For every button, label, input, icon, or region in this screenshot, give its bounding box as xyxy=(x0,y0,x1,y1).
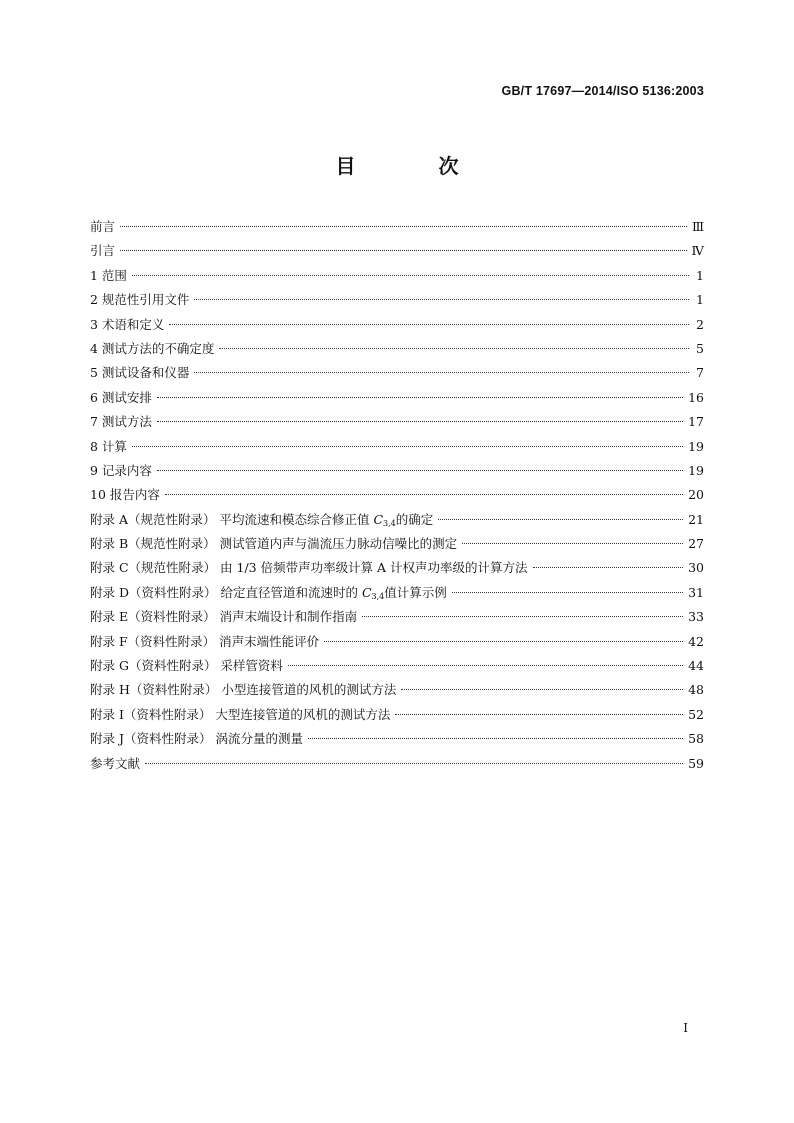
toc-entry-page: 59 xyxy=(688,755,704,771)
toc-entry-label: 附录 I（资料性附录） 大型连接管道的风机的测试方法 xyxy=(90,706,391,722)
toc-entry-page: 1 xyxy=(696,267,704,283)
toc-entry-page: 19 xyxy=(688,462,704,478)
standard-code: GB/T 17697—2014/ISO 5136:2003 xyxy=(501,84,704,98)
toc-entry-page: 33 xyxy=(688,609,704,625)
toc-entry-page: 42 xyxy=(688,633,704,649)
toc-dot-leader xyxy=(145,763,683,764)
toc-entry-page: 44 xyxy=(688,658,704,674)
toc-entry-page: 5 xyxy=(696,340,704,356)
toc-entry[interactable] xyxy=(90,239,704,263)
toc-entry-label-var: C xyxy=(373,511,384,527)
toc-entry[interactable] xyxy=(90,459,704,483)
toc-entry-page: 7 xyxy=(696,365,704,381)
toc-entry[interactable] xyxy=(90,410,704,434)
toc-entry[interactable] xyxy=(90,654,704,678)
toc-entry-label: 参考文献 xyxy=(90,755,141,771)
toc-entry-label: 2 规范性引用文件 xyxy=(90,292,190,308)
toc-entry[interactable] xyxy=(90,435,704,459)
toc-entry-label-sub: 3,4 xyxy=(383,518,396,528)
toc-entry-page: 52 xyxy=(688,706,704,722)
toc-entry-label-pre: 附录 A（规范性附录） 平均流速和模态综合修正值 xyxy=(90,511,374,527)
toc-dot-leader xyxy=(219,348,689,349)
toc-entry[interactable] xyxy=(90,313,704,337)
toc-entry-page: 48 xyxy=(688,682,704,698)
toc-entry-label-post: 值计算示例 xyxy=(384,584,447,600)
toc-entry[interactable] xyxy=(90,752,704,776)
toc-dot-leader xyxy=(395,714,683,715)
toc-entry-page: Ⅳ xyxy=(691,243,704,259)
toc-entry-page: 2 xyxy=(696,316,704,332)
toc-entry-label: 引言 xyxy=(90,243,116,259)
toc-entry-label-sub: 3,4 xyxy=(371,591,385,601)
toc-dot-leader xyxy=(157,397,683,398)
toc-entry-label: 附录 C（规范性附录） 由 1/3 倍频带声功率级计算 A 计权声功率级的计算方法 xyxy=(90,560,528,576)
toc-dot-leader xyxy=(362,616,683,617)
toc-entry[interactable] xyxy=(90,630,704,654)
toc-entry-page: 1 xyxy=(696,292,704,308)
page-title: 目 次 xyxy=(335,154,497,178)
toc-dot-leader xyxy=(533,567,684,568)
toc-entry-label-post: 的确定 xyxy=(395,511,434,527)
toc-entry-label: 前言 xyxy=(90,219,116,234)
toc-entry[interactable] xyxy=(90,337,704,361)
toc-entry-page: Ⅲ xyxy=(691,219,704,234)
toc-entry-page: 30 xyxy=(688,560,704,576)
toc-entry[interactable] xyxy=(90,678,704,702)
toc-dot-leader xyxy=(165,494,683,495)
toc-dot-leader xyxy=(194,299,689,300)
toc-entry[interactable] xyxy=(90,581,704,605)
toc-entry[interactable] xyxy=(90,264,704,288)
toc-entry-label: 1 范围 xyxy=(90,267,127,283)
toc-entry-label: 6 测试安排 xyxy=(90,389,152,405)
toc-dot-leader xyxy=(132,446,683,447)
toc-dot-leader xyxy=(120,226,687,227)
toc-dot-leader xyxy=(438,519,683,520)
toc-entry-label-var: C xyxy=(361,584,372,600)
toc-entry[interactable] xyxy=(90,532,704,556)
toc-dot-leader xyxy=(157,421,683,422)
toc-entry-page: 21 xyxy=(688,511,704,527)
toc-entry-label: 3 术语和定义 xyxy=(90,316,165,332)
toc-entry[interactable] xyxy=(90,556,704,580)
toc-entry[interactable] xyxy=(90,361,704,385)
toc-dot-leader xyxy=(401,689,683,690)
toc-dot-leader xyxy=(120,250,686,251)
toc-entry-label: 5 测试设备和仪器 xyxy=(90,365,190,381)
toc-entry[interactable] xyxy=(90,215,704,239)
toc-dot-leader xyxy=(452,592,683,593)
toc-dot-leader xyxy=(169,324,689,325)
toc-entry-page: 20 xyxy=(688,487,704,503)
toc-entry-page: 27 xyxy=(688,536,704,552)
toc-dot-leader xyxy=(288,665,683,666)
toc-entry-label: 7 测试方法 xyxy=(90,414,152,430)
toc-entry[interactable] xyxy=(90,727,704,751)
toc-entry-label: 附录 F（资料性附录） 消声末端性能评价 xyxy=(90,633,320,649)
toc-dot-leader xyxy=(194,372,689,373)
toc-entry-label: 9 记录内容 xyxy=(90,462,152,478)
toc-dot-leader xyxy=(308,738,683,739)
toc-entry-label: 附录 J（资料性附录） 涡流分量的测量 xyxy=(90,731,303,747)
toc-dot-leader xyxy=(132,275,689,276)
toc-entry-label: 4 测试方法的不确定度 xyxy=(90,340,215,356)
toc-dot-leader xyxy=(462,543,683,544)
toc-entry[interactable] xyxy=(90,508,704,532)
toc-entry-page: 58 xyxy=(688,731,704,747)
toc-entry-label: 10 报告内容 xyxy=(90,487,160,503)
toc-entry-label: 8 计算 xyxy=(90,438,127,454)
toc-entry[interactable] xyxy=(90,483,704,507)
table-of-contents xyxy=(90,215,704,776)
toc-dot-leader xyxy=(324,641,683,642)
toc-entry-page: 19 xyxy=(688,438,704,454)
toc-entry-label: 附录 B（规范性附录） 测试管道内声与湍流压力脉动信噪比的测定 xyxy=(90,536,458,552)
toc-entry[interactable] xyxy=(90,386,704,410)
toc-entry-label: 附录 E（资料性附录） 消声末端设计和制作指南 xyxy=(90,609,358,625)
toc-entry[interactable] xyxy=(90,288,704,312)
page-number: I xyxy=(683,1021,688,1035)
toc-entry-label: 附录 H（资料性附录） 小型连接管道的风机的测试方法 xyxy=(90,682,397,698)
toc-entry-label-pre: 附录 D（资料性附录） 给定直径管道和流速时的 xyxy=(90,584,362,600)
toc-entry-page: 17 xyxy=(688,414,704,430)
toc-entry[interactable] xyxy=(90,703,704,727)
toc-entry-page: 31 xyxy=(688,584,704,600)
toc-entry-label: 附录 G（资料性附录） 采样管资料 xyxy=(90,658,283,674)
toc-entry-page: 16 xyxy=(688,389,704,405)
toc-dot-leader xyxy=(157,470,683,471)
